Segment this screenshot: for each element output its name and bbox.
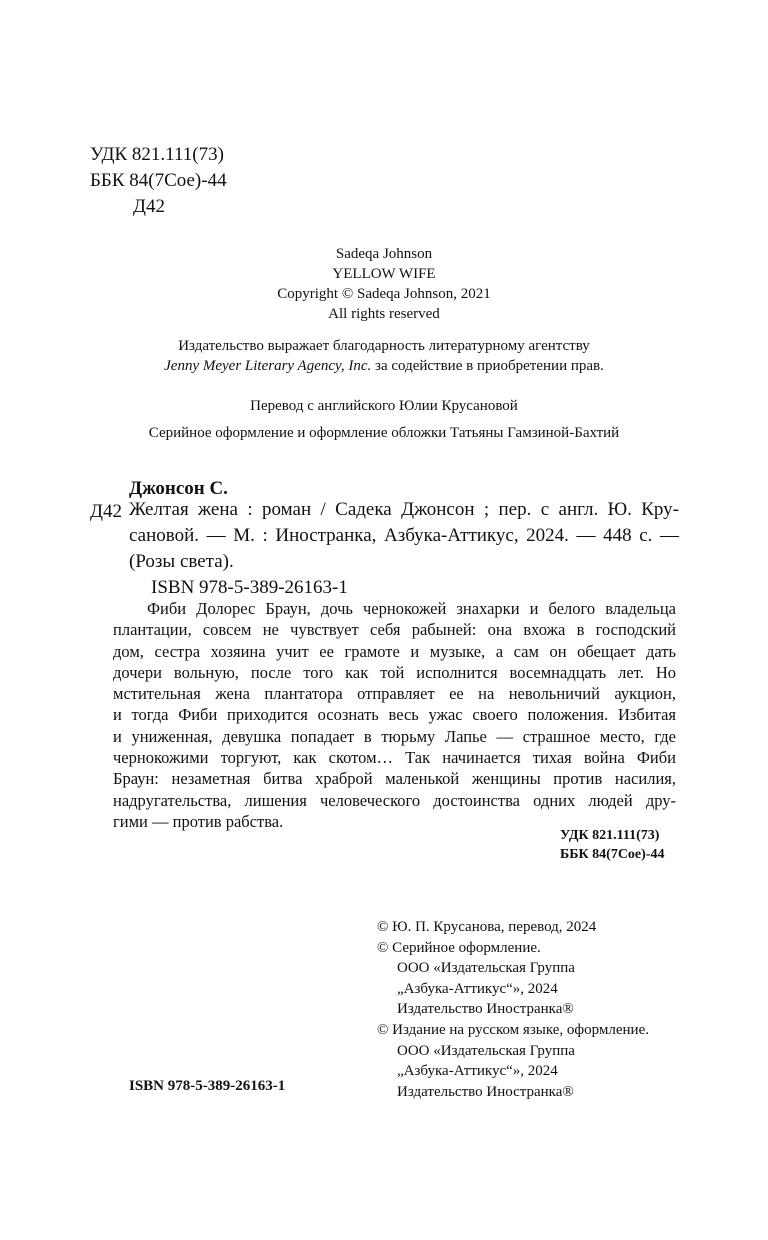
copyright-line: „Азбука-Аттикус“», 2024 <box>397 980 558 997</box>
acknowledgement-line2 <box>0 356 768 376</box>
catalog-isbn: ISBN 978-5-389-26163-1 <box>151 577 348 598</box>
original-edition-block <box>0 244 768 324</box>
original-title: YELLOW WIFE <box>332 266 436 282</box>
catalog-code: Д42 <box>90 501 122 522</box>
catalog-author: Джонсон С. <box>129 478 228 499</box>
original-author: Sadeqa Johnson <box>335 246 433 262</box>
annotation-line: чернокожими торгуют, как скотом… Так начинается тихая война Фиби <box>113 748 676 768</box>
catalog-line-1: Желтая жена : роман / Садека Джонсон ; пер. с англ. Ю. Кру- <box>129 499 679 520</box>
annotation-line: Браун: незаметная битва храброй маленькой женщины против насилия, <box>113 769 676 789</box>
acknowledgement-block <box>0 336 768 376</box>
annotation-line: гими — против рабства. <box>113 811 284 831</box>
original-rights: All rights reserved <box>328 306 440 322</box>
copyright-line: Издательство Иностранка® <box>397 1083 574 1100</box>
copyright-line: © Издание на русском языке, оформление. <box>377 1021 649 1038</box>
copyright-line: ООО «Издательская Группа <box>397 960 575 977</box>
agency-name: Jenny Meyer Literary Agency, Inc. <box>164 358 372 374</box>
annotation-line: дом, сестра хозяина учит ее грамоте и музыке, а сам он обещает дать <box>113 641 676 661</box>
catalog-description <box>129 497 679 601</box>
copyright-line: ООО «Издательская Группа <box>397 1042 575 1059</box>
acknowledgement-line2-rest: за содействие в приобретении прав. <box>371 358 604 374</box>
copyright-list <box>377 917 649 1102</box>
footer-bbk: ББК 84(7Сое)-44 <box>560 847 665 862</box>
catalog-line-2: сановой. — М. : Иностранка, Азбука-Аттикус, 2024. — 448 с. — <box>129 525 679 546</box>
bbk-code: ББК 84(7Сое)-44 <box>90 170 227 191</box>
copyright-line: © Серийное оформление. <box>377 939 541 956</box>
design-credit: Серийное оформление и оформление обложки Татьяны Гамзиной-Бахтий <box>148 425 620 441</box>
translation-credit: Перевод с английского Юлии Крусановой <box>250 398 518 414</box>
annotation-line: и униженная, девушка попадает в тюрьму Лапье — страшное место, где <box>113 726 676 746</box>
author-sign-code: Д42 <box>133 196 165 217</box>
annotation-line: плантации, совсем не чувствует себя рабыней: она вхожа в господский <box>113 620 676 640</box>
annotation-line: надругательства, лишения человеческого достоинства одних людей дру- <box>113 790 676 810</box>
footer-codes <box>560 826 664 864</box>
annotation-line: Фиби Долорес Браун, дочь чернокожей знахарки и белого владельца <box>147 599 676 618</box>
annotation-line: мстительная жена плантатора отправляет ее на невольничий аукцион, <box>113 684 676 704</box>
annotation-line: и тогда Фиби приходится осознать весь ужас своего положения. Избитая <box>113 705 676 725</box>
copyright-line: Издательство Иностранка® <box>397 1001 574 1018</box>
catalog-line-3: (Розы света). <box>129 551 234 572</box>
original-copyright: Copyright © Sadeqa Johnson, 2021 <box>277 286 491 302</box>
acknowledgement-line1: Издательство выражает благодарность литературному агентству <box>178 338 590 354</box>
udk-code: УДК 821.111(73) <box>90 144 224 165</box>
copyright-line: © Ю. П. Крусанова, перевод, 2024 <box>377 919 597 935</box>
copyright-line: „Азбука-Аттикус“», 2024 <box>397 1063 558 1080</box>
annotation <box>113 598 676 832</box>
annotation-line: дочери вольную, после того как той исполнится восемнадцать лет. Но <box>113 662 676 682</box>
footer-udk: УДК 821.111(73) <box>560 828 660 843</box>
isbn-bottom: ISBN 978-5-389-26163-1 <box>129 1078 286 1094</box>
